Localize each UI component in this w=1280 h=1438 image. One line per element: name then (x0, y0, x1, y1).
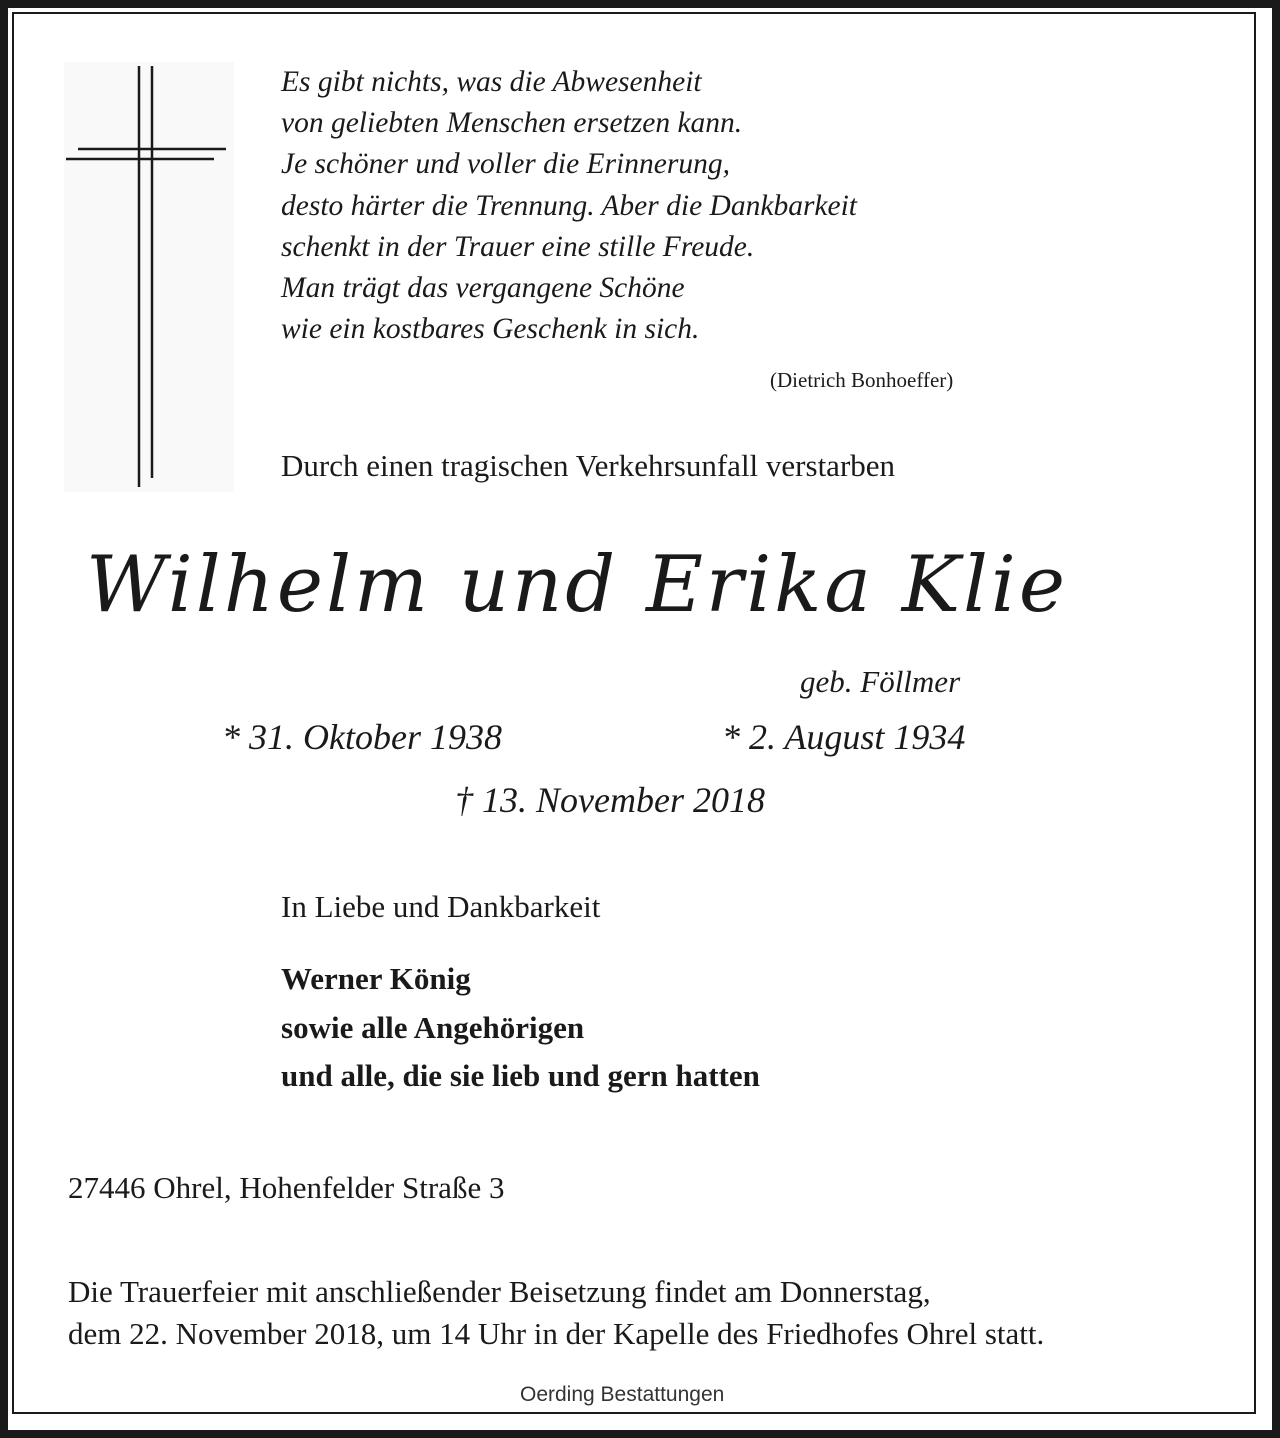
poem-line: wie ein kostbares Geschenk in sich. (281, 313, 700, 346)
poem-line: Es gibt nichts, was die Abwesenheit (281, 66, 702, 98)
poem-line: schenkt in der Trauer eine stille Freude. (281, 230, 755, 263)
ceremony-line: Die Trauerfeier mit anschließender Beisetzung findet am Donnerstag, (68, 1274, 931, 1309)
death-date: † 13. November 2018 (455, 780, 765, 820)
birth-name: geb. Föllmer (800, 664, 961, 699)
poem-attribution: (Dietrich Bonhoeffer) (770, 368, 954, 392)
ceremony-notice (68, 1271, 1044, 1355)
birth-date-erika: * 2. August 1934 (722, 717, 966, 757)
poem-line: von geliebten Menschen ersetzen kann. (281, 107, 743, 140)
poem-line: Je schöner und voller die Erinnerung, (281, 148, 730, 181)
poem-line: desto härter die Trennung. Aber die Dankbarkeit (281, 189, 857, 222)
mourner-line: Werner König (281, 961, 471, 996)
undertaker-name: Oerding Bestattungen (520, 1383, 725, 1406)
closing-text: In Liebe und Dankbarkeit (281, 889, 601, 924)
ceremony-line: dem 22. November 2018, um 14 Uhr in der Kapelle des Friedhofes Ohrel statt. (68, 1316, 1045, 1351)
intro-text: Durch einen tragischen Verkehrsunfall verstarben (281, 448, 896, 483)
poem (281, 62, 857, 350)
mourners-list (281, 955, 760, 1101)
birth-date-wilhelm: * 31. Oktober 1938 (222, 717, 502, 757)
address: 27446 Ohrel, Hohenfelder Straße 3 (68, 1170, 505, 1205)
deceased-names: Wilhelm und Erika Klie (86, 540, 1069, 630)
cross-icon (64, 62, 234, 492)
poem-line: Man trägt das vergangene Schöne (281, 272, 685, 305)
mourner-line: sowie alle Angehörigen (281, 1009, 585, 1045)
mourner-line: und alle, die sie lieb und gern hatten (281, 1058, 760, 1093)
cross-panel (64, 62, 234, 492)
